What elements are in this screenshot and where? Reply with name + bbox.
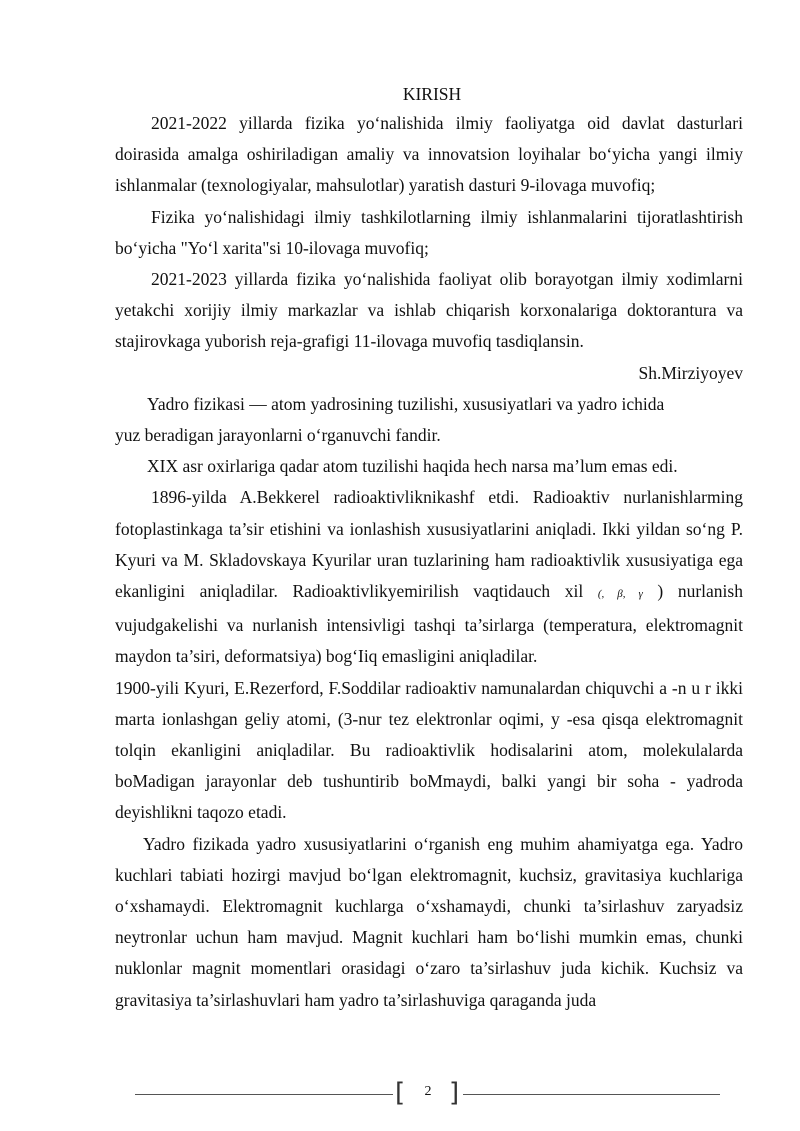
- paragraph-1: 2021-2022 yillarda fizika yo‘nalishida ilmiy faoliyatga oid davlat dasturlari doirasida amalga oshiriladigan amaliy va innovatsion loyihalar bo‘yicha yangi ilmiy ishlanmalar (texnologiyalar, mahsulotlar) yaratish dasturi 9-ilovaga muvofiq;: [115, 113, 743, 196]
- paragraph-4-line-1: Yadro fizikasi — atom yadrosining tuzilishi, xususiyatlari va yadro ichida: [147, 393, 665, 414]
- page-number: 2: [424, 1084, 432, 1099]
- paragraph-2: Fizika yo‘nalishidagi ilmiy tashkilotlarning ilmiy ishlanmalarini tijoratlashtirish bo‘yicha "Yo‘l xarita"si 10-ilovaga muvofiq;: [115, 206, 743, 258]
- greek-symbols: (, β, γ: [597, 588, 643, 601]
- paragraph-6-part-b: ) nurlanish vujudgakelishi va nurlanish intensivligi tashqi ta’sirlarga (temperatura, elektromagnit maydon ta’siri, deformatsiya) bog‘Iiq emasligini aniqladilar.: [115, 581, 743, 667]
- paragraph-3: 2021-2023 yillarda fizika yo‘nalishida faoliyat olib borayotgan ilmiy xodimlarni yetakchi xorijiy ilmiy markazlar va ishlab chiqarish korxonalariga doktorantura va stajirovkaga yuborish reja-grafigi 11-ilovaga muvofiq tasdiqlansin.: [115, 269, 743, 352]
- paragraph-6: [115, 482, 743, 672]
- document-page: [115, 80, 743, 1016]
- paragraph-7: 1900-yili Kyuri, E.Rezerford, F.Soddilar radioaktiv namunalardan chiquvchi a -n u r ikki marta ionlashgan geliy atomi, (3-nur tez elektronlar oqimi, y -esa qisqa elektromagnit tolqin ekanligini aniqladilar. Bu radioaktivlik hodisalarini atom, molekulalarda boMadigan jarayonlar deb tushuntirib boMmaydi, balki yangi bir soha - yadroda deyishlikni taqozo etadi.: [115, 677, 743, 823]
- paragraph-6-part-a: 1896-yilda A.Bekkerel radioaktivliknikashf etdi. Radioaktiv nurlanishlarming fotoplastinkaga ta’sir etishini va ionlashish xususiyatlarini aniqladi. Ikki yildan so‘ng P. Kyuri va M. Skladovskaya Kyurilar uran tuzlarining ham radioaktivlik xususiyatiga ega ekanligini aniqladilar. Radioaktivlikyemirilish vaqtidauch xil: [115, 487, 743, 602]
- page-heading: KIRISH: [402, 84, 462, 104]
- footer-rule-right: [463, 1094, 720, 1095]
- paragraph-5: XIX asr oxirlariga qadar atom tuzilishi haqida hech narsa ma’lum emas edi.: [147, 456, 678, 477]
- right-bracket-icon: ]: [449, 1078, 460, 1108]
- signature: Sh.Mirziyoyev: [638, 362, 743, 383]
- footer-rule-left: [135, 1094, 393, 1095]
- page-footer: [135, 1080, 720, 1110]
- left-bracket-icon: [: [395, 1078, 406, 1108]
- paragraph-8: Yadro fizikada yadro xususiyatlarini o‘rganish eng muhim ahamiyatga ega. Yadro kuchlari tabiati hozirgi mavjud bo‘lgan elektromagnit, kuchsiz, gravitasiya kuchlariga o‘xshamaydi. Elektromagnit kuchlarga o‘xshamaydi, chunki ta’sirlashuv zaryadsiz neytronlar uchun ham mavjud. Magnit kuchlari ham bo‘lishi mumkin emas, chunki nuklonlar magnit momentlari orasidagi o‘zaro ta’sirlashuv juda kichik. Kuchsiz va gravitasiya ta’sirlashuvlari ham yadro ta’sirlashuviga qaraganda juda: [115, 833, 743, 1010]
- paragraph-4-line-2: yuz beradigan jarayonlarni o‘rganuvchi fandir.: [115, 425, 441, 446]
